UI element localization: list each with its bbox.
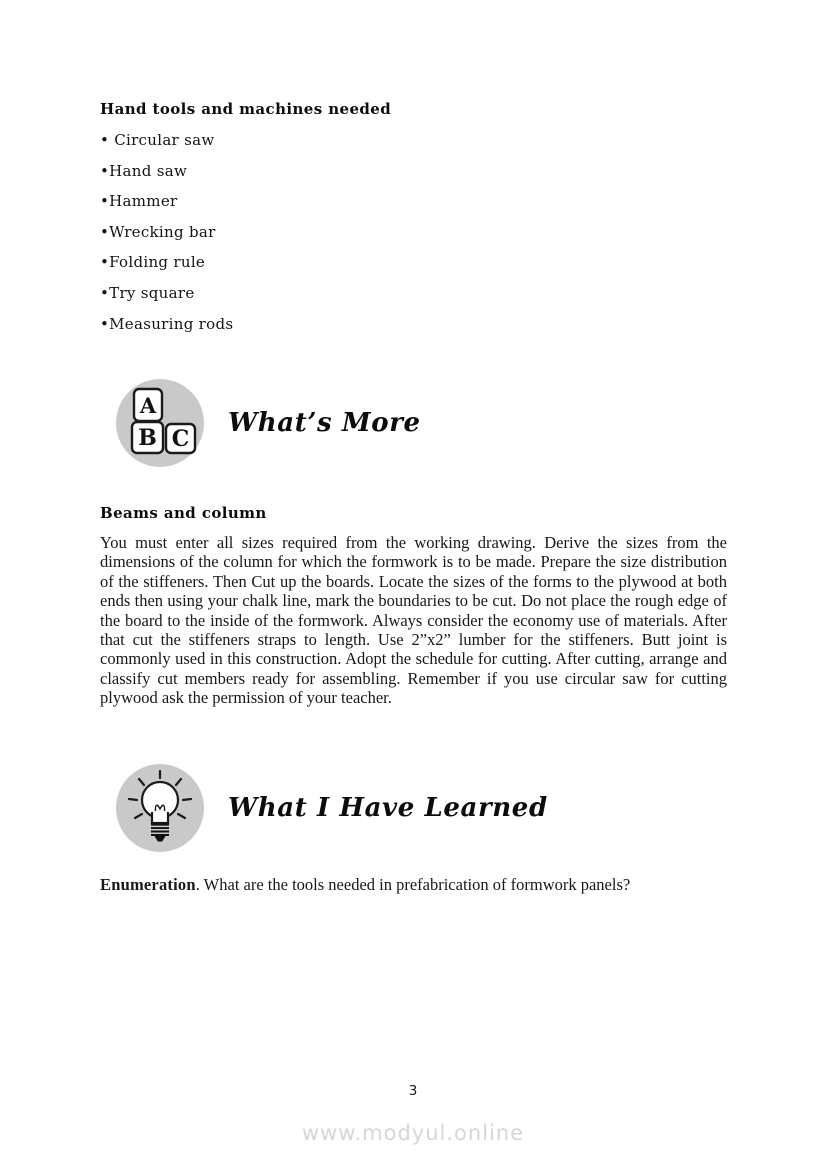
- beams-and-column-heading: Beams and column: [100, 504, 267, 522]
- page-number: 3: [408, 1083, 418, 1099]
- what-i-have-learned-banner-icon-wrap: [115, 763, 205, 853]
- list-item: •Measuring rods: [100, 314, 234, 333]
- enumeration-label: Enumeration: [100, 875, 196, 894]
- block-letter-b: B: [138, 425, 157, 451]
- list-item: •Hammer: [100, 192, 178, 211]
- beams-and-column-paragraph: You must enter all sizes required from the working drawing. Derive the sizes from the dimensions of the column for which the formwork is to be made. Prepare the size distribution of the stiffeners. Then Cut up the boards. Locate the sizes of the forms to the plywood at both ends then using your chalk line, mark the boundaries to be cut. Do not place the rough edge of the board to the inside of the formwork. Always consider the economy use of materials. After that cut the stiffeners straps to length. Use 2”x2” lumber for the stiffeners. Butt joint is commonly used in this construction. Adopt the schedule for cutting. After cutting, arrange and classify cut members ready for assembling. Remember if you use circular saw for cutting plywood ask the permission of your teacher.: [100, 533, 727, 708]
- block-letter-c: C: [171, 426, 190, 452]
- list-item: •Hand saw: [100, 161, 188, 180]
- what-i-have-learned-title: What I Have Learned: [228, 793, 548, 823]
- enumeration-question: [100, 875, 727, 894]
- tool-list: [100, 125, 233, 339]
- lightbulb-icon: [115, 763, 205, 853]
- hand-tools-heading: Hand tools and machines needed: [100, 100, 392, 118]
- block-letter-a: A: [139, 393, 157, 418]
- whats-more-title: What’s More: [228, 408, 421, 438]
- list-item: •Try square: [100, 283, 195, 302]
- enumeration-text: . What are the tools needed in prefabrication of formwork panels?: [195, 875, 631, 894]
- list-item: •Folding rule: [100, 253, 206, 272]
- whats-more-banner-icon-wrap: [115, 378, 205, 468]
- watermark: www.modyul.online: [301, 1121, 525, 1145]
- list-item: •Wrecking bar: [100, 222, 216, 241]
- list-item: • Circular saw: [100, 131, 215, 149]
- abc-blocks-icon: [115, 378, 205, 468]
